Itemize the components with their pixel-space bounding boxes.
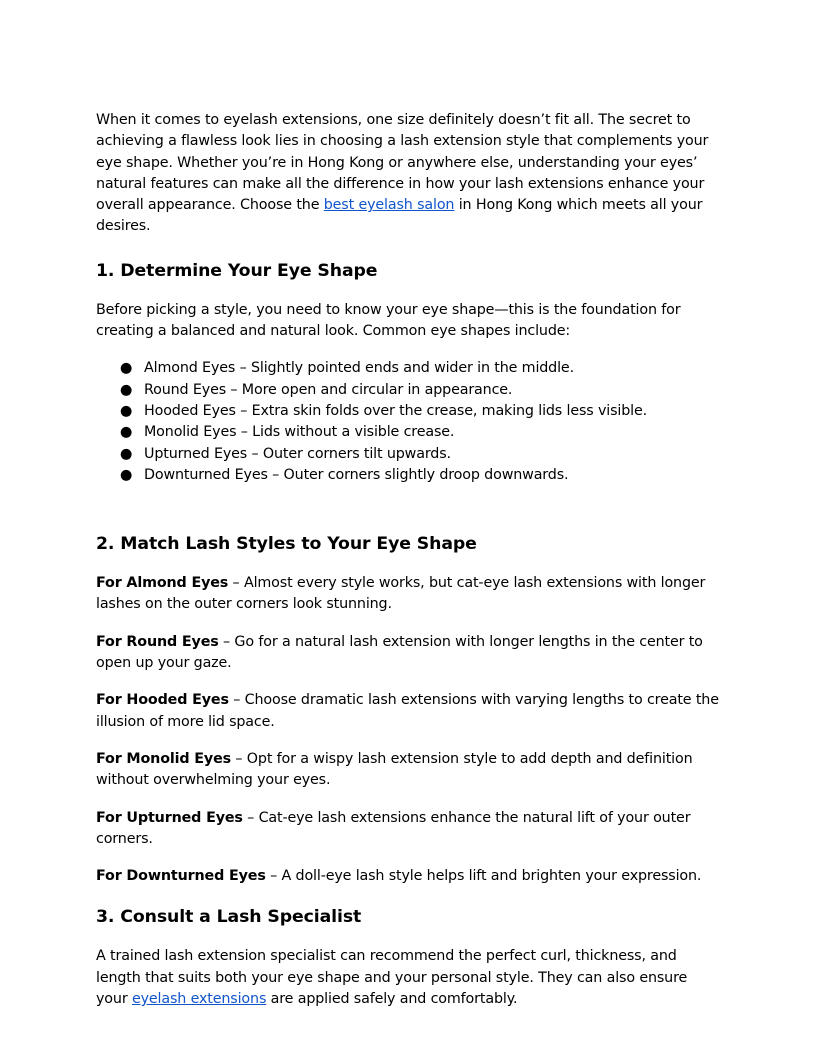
lash-style-text: – Go for a natural lash extension with longer lengths in the center to open up your gaze. <box>96 633 703 672</box>
list-item <box>96 358 720 379</box>
section3-heading: 3. Consult a Lash Specialist <box>96 907 362 928</box>
intro-paragraph <box>96 110 720 238</box>
list-item-text: Upturned Eyes – Outer corners tilt upwards. <box>144 445 451 462</box>
eyelash-extensions-link[interactable]: eyelash extensions <box>131 991 267 1008</box>
list-item <box>96 380 720 401</box>
lash-style-paragraph <box>96 866 720 887</box>
intro-text-before-link: When it comes to eyelash extensions, one size definitely doesn’t fit all. The secret to achieving a flawless look lies in choosing a lash extension style that complements your eye shape. Whether you’re in Hong Kong or anywhere else, understanding your eyes’ natural features can make all the difference in how your lash extensions enhance your overall appearance. Choose the <box>96 112 709 214</box>
lash-style-text: – Choose dramatic lash extensions with varying lengths to create the illusion of more lid space. <box>96 692 719 730</box>
bullet-icon: ● <box>120 360 133 377</box>
eye-type-label: For Upturned Eyes <box>96 809 243 826</box>
list-item-text: Monolid Eyes – Lids without a visible crease. <box>144 424 455 441</box>
eye-type-label: For Downturned Eyes <box>96 868 266 885</box>
list-item-text: Almond Eyes – Slightly pointed ends and wider in the middle. <box>144 360 574 377</box>
section1-heading: 1. Determine Your Eye Shape <box>96 260 378 281</box>
list-item <box>96 444 720 465</box>
list-item <box>96 401 720 422</box>
section3-text-before-link: A trained lash extension specialist can recommend the perfect curl, thickness, and length that suits both your eye shape and your personal style. They can also ensure your <box>96 948 688 1008</box>
eye-shape-list <box>96 358 720 486</box>
section1-paragraph: Before picking a style, you need to know your eye shape—this is the foundation for creating a balanced and natural look. Common eye shapes include: <box>96 301 681 340</box>
lash-style-text: – Opt for a wispy lash extension style to add depth and definition without overwhelming your eyes. <box>96 750 693 789</box>
lash-style-text: – Almost every style works, but cat-eye lash extensions with longer lashes on the outer corners look stunning. <box>96 575 706 613</box>
list-item <box>96 465 720 486</box>
section3-paragraph <box>96 946 720 1010</box>
lash-style-paragraph <box>96 690 720 733</box>
list-item-text: Round Eyes – More open and circular in appearance. <box>144 381 513 398</box>
best-eyelash-salon-link[interactable]: best eyelash salon <box>323 197 455 214</box>
lash-style-text: – Cat-eye lash extensions enhance the natural lift of your outer corners. <box>96 809 691 847</box>
eye-type-label: For Round Eyes <box>96 633 219 650</box>
section3-text-after-link: are applied safely and comfortably. <box>266 991 518 1008</box>
document-page <box>96 110 720 1010</box>
eye-type-label: For Almond Eyes <box>96 575 229 592</box>
list-item-text: Hooded Eyes – Extra skin folds over the crease, making lids less visible. <box>144 402 648 419</box>
bullet-icon: ● <box>120 424 133 441</box>
eye-type-label: For Hooded Eyes <box>96 692 229 709</box>
bullet-icon: ● <box>120 466 133 483</box>
lash-style-paragraph <box>96 808 720 851</box>
lash-style-paragraph <box>96 749 720 792</box>
section2-heading: 2. Match Lash Styles to Your Eye Shape <box>96 534 477 555</box>
spacer <box>96 486 720 532</box>
eye-type-label: For Monolid Eyes <box>96 750 231 767</box>
lash-style-text: – A doll-eye lash style helps lift and brighten your expression. <box>265 868 702 885</box>
lash-style-paragraph <box>96 632 720 675</box>
bullet-icon: ● <box>120 402 133 419</box>
lash-style-paragraph <box>96 573 720 616</box>
bullet-icon: ● <box>120 381 133 398</box>
list-item <box>96 422 720 443</box>
intro-text-after-link: in Hong Kong which meets all your desires. <box>96 197 703 235</box>
list-item-text: Downturned Eyes – Outer corners slightly droop downwards. <box>144 466 569 483</box>
bullet-icon: ● <box>120 445 133 462</box>
